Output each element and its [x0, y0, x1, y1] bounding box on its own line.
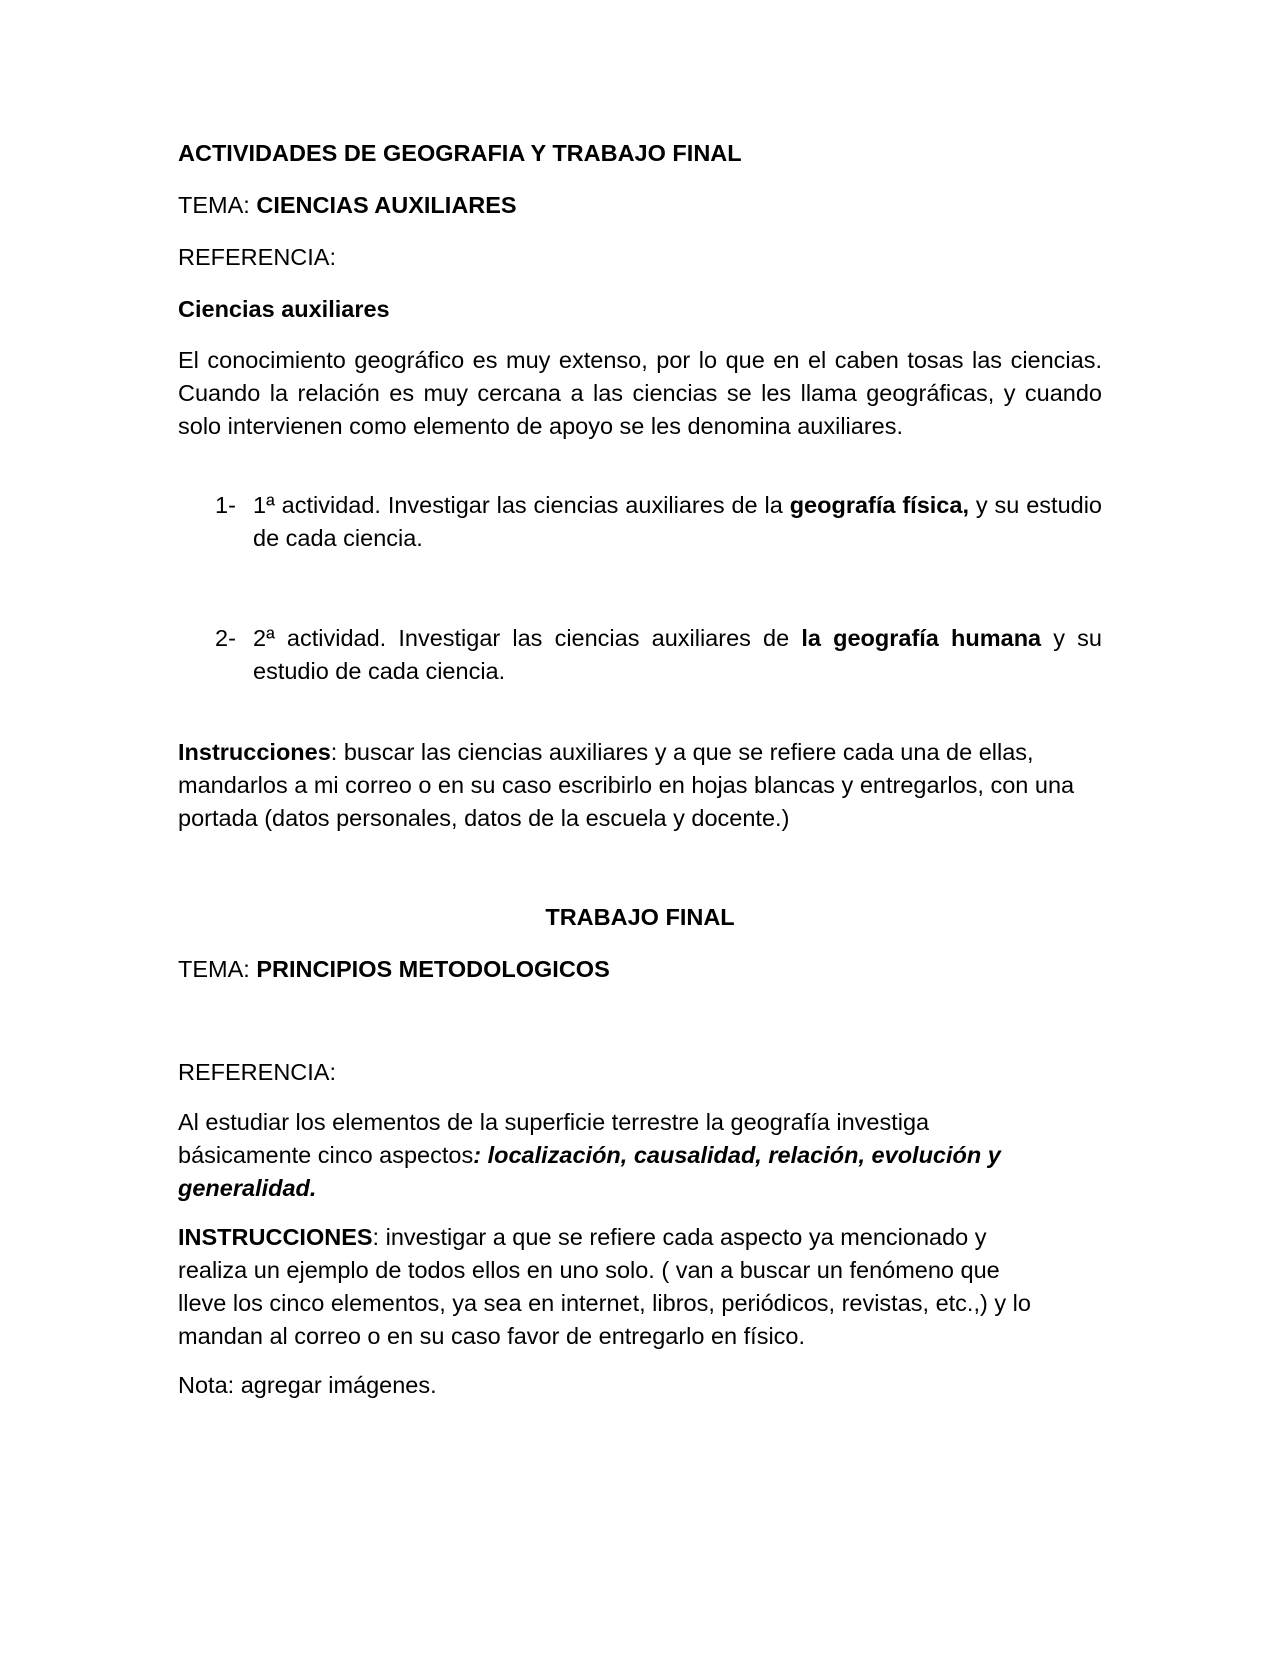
instructions-paragraph-2: [178, 1221, 1038, 1353]
activity-text-end: y su estudio de cada ciencia.: [253, 625, 1102, 684]
tema-label: TEMA:: [178, 956, 257, 982]
list-item-number: 2-: [215, 625, 236, 651]
note: Nota: agregar imágenes.: [178, 1372, 437, 1398]
intro-paragraph: El conocimiento geográfico es muy extenso, por lo que en el caben tosas las ciencias. Cuando la relación es muy cercana a las ciencias se les llama geográficas, y cuando solo intervienen como elemento de apoyo se les denomina auxiliares.: [178, 347, 1102, 439]
instructions-label: Instrucciones: [178, 739, 331, 765]
reference-paragraph: [178, 1106, 1038, 1205]
list-item-text: [253, 489, 1102, 555]
activity-emphasis: la geografía humana: [801, 625, 1042, 651]
activity-emphasis: geografía física,: [789, 492, 969, 518]
tema-label: TEMA:: [178, 192, 257, 218]
tema-line: [178, 192, 517, 219]
list-item-number: 1-: [215, 492, 236, 518]
instructions-paragraph: [178, 736, 1102, 835]
reference-text: Al estudiar los elementos de la superficie terrestre la geografía investiga básicamente cinco aspectos: [178, 1109, 930, 1168]
tema-value: CIENCIAS AUXILIARES: [256, 192, 517, 218]
instructions-text: : investigar a que se refiere cada aspecto ya mencionado y realiza un ejemplo de todos ellos en uno solo. ( van a buscar un fenómeno que lleve los cinco elementos, ya sea en internet, libros, periódicos, revistas, etc.,) y lo mandan al correo o en su caso favor de entregarlo en físico.: [178, 1224, 1031, 1349]
activity-text: 2ª actividad. Investigar las ciencias auxiliares de: [253, 625, 802, 651]
section-heading: TRABAJO FINAL: [545, 904, 735, 930]
tema-line-2: [178, 956, 610, 983]
reference-emphasis: : localización, causalidad, relación, evolución y generalidad.: [178, 1142, 1001, 1201]
list-item-text: [253, 622, 1102, 688]
document-title: ACTIVIDADES DE GEOGRAFIA Y TRABAJO FINAL: [178, 140, 742, 166]
instructions-text: : buscar las ciencias auxiliares y a que se refiere cada una de ellas, mandarlos a mi correo o en su caso escribirlo en hojas blancas y entregarlos, con una portada (datos personales, datos de la escuela y docente.): [178, 739, 1075, 831]
referencia-label-2: REFERENCIA:: [178, 1059, 336, 1085]
instructions-label: INSTRUCCIONES: [178, 1224, 373, 1250]
tema-value: PRINCIPIOS METODOLOGICOS: [256, 956, 610, 982]
activity-text: 1ª actividad. Investigar las ciencias auxiliares de la: [253, 492, 790, 518]
activity-text-end: y su estudio de cada ciencia.: [253, 492, 1102, 551]
subheading: Ciencias auxiliares: [178, 296, 390, 322]
referencia-label: REFERENCIA:: [178, 244, 336, 270]
document-page: [178, 0, 1102, 1656]
